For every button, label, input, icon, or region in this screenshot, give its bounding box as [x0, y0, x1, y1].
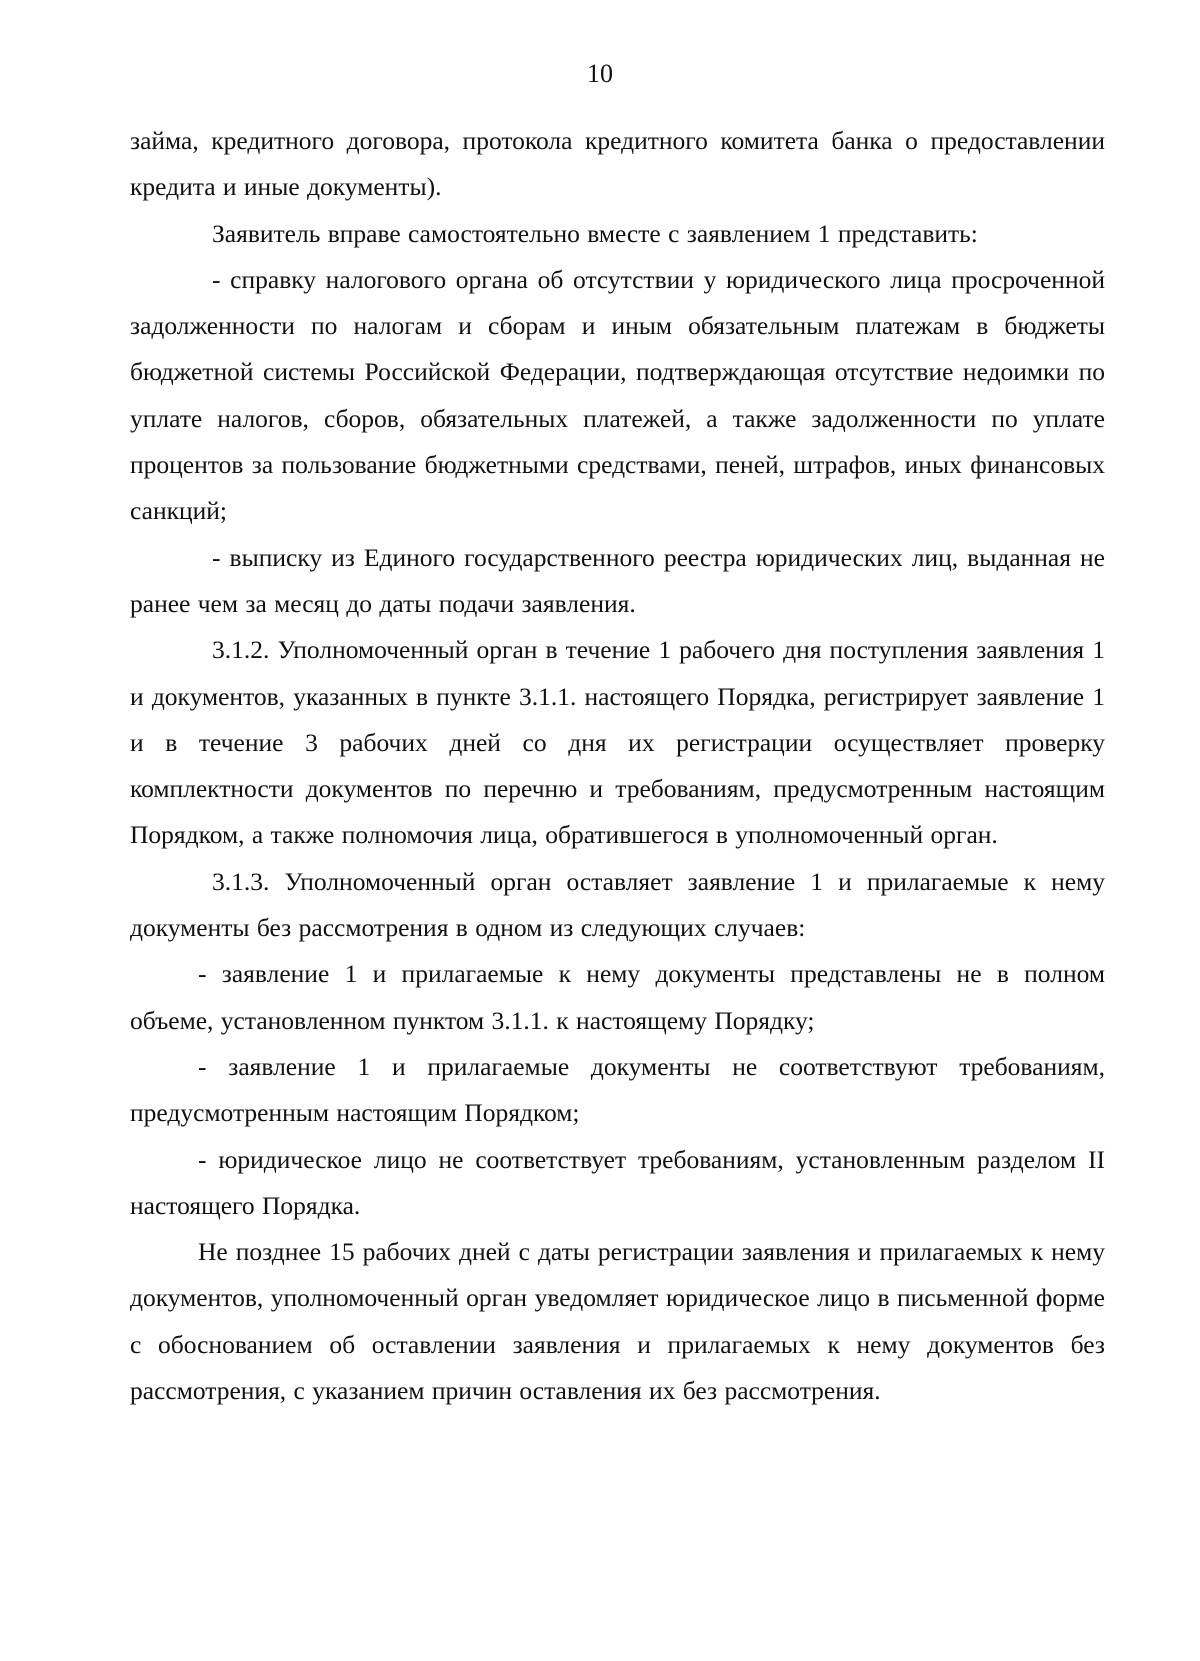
list-item-noncompliant-documents: - заявление 1 и прилагаемые документы не соответствуют требованиям, предусмотренным настоящим Порядком;	[130, 1051, 1105, 1128]
list-item-tax-certificate: - справку налогового органа об отсутствии у юридического лица просроченной задолженности по налогам и сборам и иным обязательным платежам в бюджеты бюджетной системы Российской Федерации, подтверждающая отсутствие недоимки по уплате налогов, сборов, обязательных платежей, а также задолженности по уплате процентов за пользование бюджетными средствами, пеней, штрафов, иных финансовых санкций;	[130, 264, 1105, 526]
page-number: 10	[587, 59, 613, 88]
paragraph-applicant-right: Заявитель вправе самостоятельно вместе с заявлением 1 представить:	[212, 218, 978, 248]
paragraph-continuation: займа, кредитного договора, протокола кредитного комитета банка о предоставлении кредита и иные документы).	[130, 126, 1105, 202]
list-item-registry-extract: - выписку из Единого государственного реестра юридических лиц, выданная не ранее чем за месяц до даты подачи заявления.	[130, 542, 1105, 618]
paragraph-notification: Не позднее 15 рабочих дней с даты регистрации заявления и прилагаемых к нему документов, уполномоченный орган уведомляет юридическое лицо в письменной форме с обоснованием об оставлении заявления и прилагаемых к нему документов без рассмотрения, с указанием причин оставления их без рассмотрения.	[130, 1237, 1105, 1406]
paragraph-3-1-3: 3.1.3. Уполномоченный орган оставляет заявление 1 и прилагаемые к нему документы без рассмотрения в одном из следующих случаев:	[130, 866, 1105, 943]
list-item-incomplete-documents: - заявление 1 и прилагаемые к нему документы представлены не в полном объеме, установленном пунктом 3.1.1. к настоящему Порядку;	[130, 959, 1105, 1035]
document-body	[130, 118, 1105, 1414]
paragraph-3-1-2: 3.1.2. Уполномоченный орган в течение 1 рабочего дня поступления заявления 1 и документов, указанных в пункте 3.1.1. настоящего Порядка, регистрирует заявление 1 и в течение 3 рабочих дней со дня их регистрации осуществляет проверку комплектности документов по перечню и требованиям, предусмотренным настоящим Порядком, а также полномочия лица, обратившегося в уполномоченный орган.	[130, 635, 1105, 850]
list-item-noncompliant-entity: - юридическое лицо не соответствует требованиям, установленным разделом II настоящего Порядка.	[130, 1144, 1105, 1220]
